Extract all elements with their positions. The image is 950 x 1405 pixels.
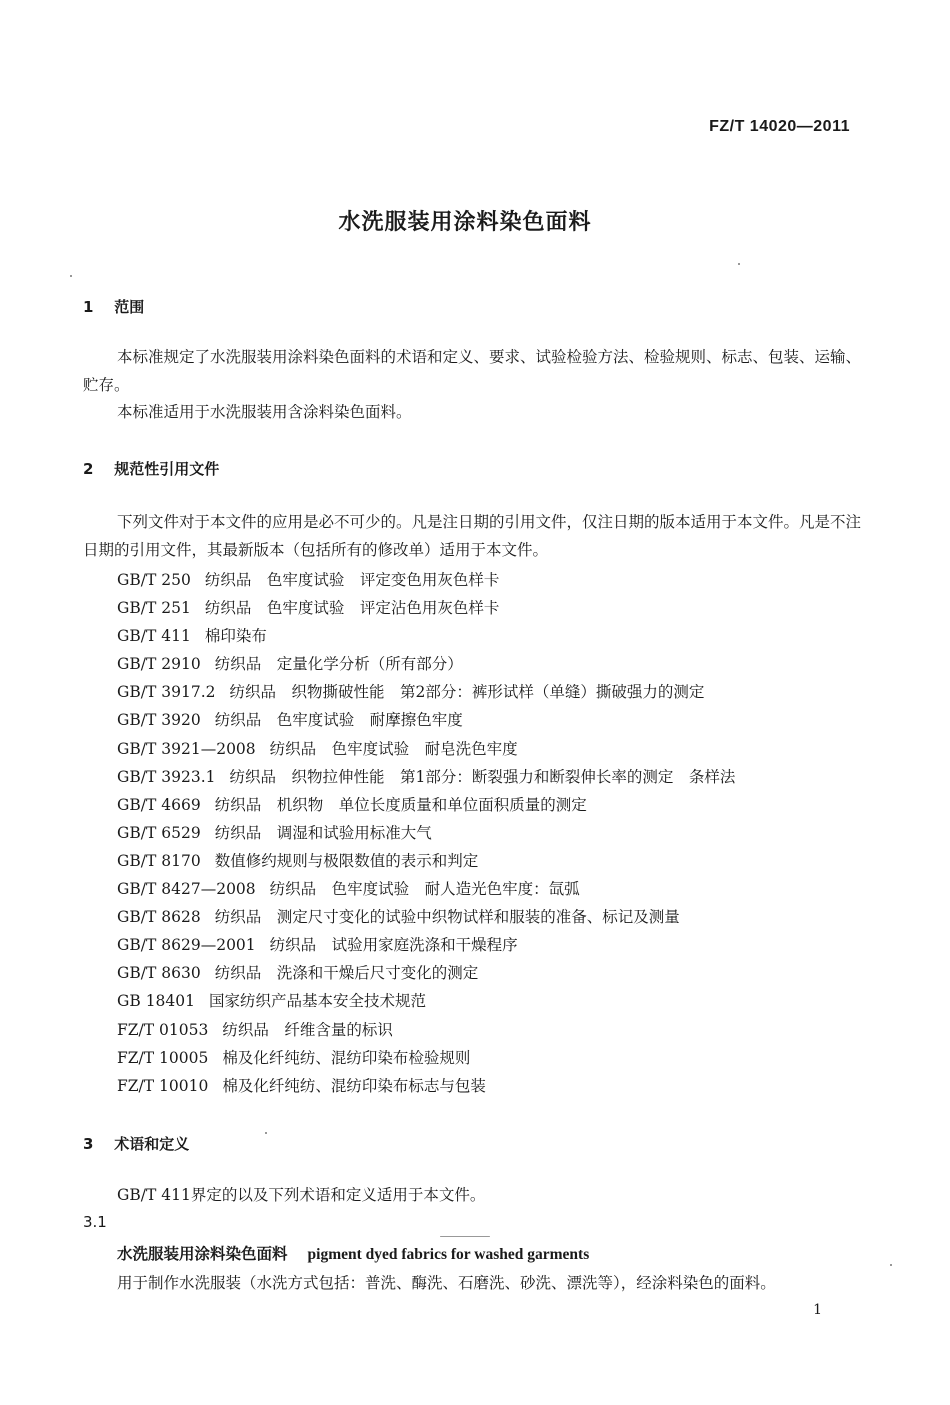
- reference-code: GB/T 6529: [117, 823, 201, 842]
- reference-code: GB/T 411: [117, 627, 191, 646]
- reference-code: GB/T 3920: [117, 711, 201, 730]
- document-title: 水洗服装用涂料染色面料: [338, 210, 592, 235]
- term-definition: 用于制作水洗服装（水洗方式包括：普洗、酶洗、石磨洗、砂洗、漂洗等），经涂料染色的面料。: [117, 1274, 776, 1292]
- reference-item: [117, 959, 735, 987]
- reference-name: 国家纺织产品基本安全技术规范: [209, 992, 427, 1011]
- scan-speck: [440, 1236, 490, 1237]
- reference-name: 纺织品 测定尺寸变化的试验中织物试样和服装的准备、标记及测量: [214, 908, 680, 927]
- reference-name: 纺织品 定量化学分析（所有部分）: [214, 655, 463, 674]
- clause-number: 3.1: [83, 1213, 107, 1231]
- reference-code: GB/T 2910: [117, 655, 201, 674]
- reference-code: GB/T 8170: [117, 851, 201, 870]
- reference-code: GB/T 8628: [117, 908, 201, 927]
- reference-item: [117, 903, 735, 931]
- reference-name: 纺织品 色牢度试验 耐人造光色牢度：氙弧: [269, 880, 580, 899]
- reference-code: GB/T 3921—2008: [117, 739, 256, 758]
- scan-speck: [265, 1132, 267, 1134]
- references-intro: 下列文件对于本文件的应用是必不可少的。凡是注日期的引用文件，仅注日期的版本适用于本文件。凡是不注日期的引用文件，其最新版本（包括所有的修改单）适用于本文件。: [83, 513, 862, 559]
- reference-item: [117, 706, 735, 734]
- section-title: 术语和定义: [114, 1135, 190, 1153]
- reference-name: 棉印染布: [204, 627, 267, 646]
- reference-item: [117, 566, 735, 594]
- reference-code: GB/T 3917.2: [117, 683, 216, 702]
- reference-code: GB/T 3923.1: [117, 767, 216, 786]
- reference-name: 棉及化纤纯纺、混纺印染布检验规则: [222, 1048, 471, 1067]
- reference-list: [117, 566, 735, 1100]
- reference-code: GB/T 8630: [117, 964, 201, 983]
- reference-item: [117, 763, 735, 791]
- section-number: 1: [83, 298, 94, 316]
- section-number: 2: [83, 460, 94, 478]
- reference-name: 棉及化纤纯纺、混纺印染布标志与包装: [222, 1076, 486, 1095]
- reference-name: 纺织品 织物拉伸性能 第1部分：断裂强力和断裂伸长率的测定 条样法: [229, 767, 736, 786]
- reference-name: 纺织品 试验用家庭洗涤和干燥程序: [269, 936, 518, 955]
- term-english: pigment dyed fabrics for washed garments: [307, 1246, 590, 1263]
- term-chinese: 水洗服装用涂料染色面料: [117, 1244, 288, 1263]
- reference-name: 纺织品 色牢度试验 评定沾色用灰色样卡: [204, 599, 500, 618]
- reference-code: FZ/T 10005: [117, 1048, 209, 1067]
- reference-name: 纺织品 调湿和试验用标准大气: [214, 823, 432, 842]
- scan-speck: [738, 263, 740, 265]
- scan-speck: [890, 1264, 892, 1266]
- reference-item: [117, 1072, 735, 1100]
- section-title: 规范性引用文件: [114, 460, 220, 478]
- reference-code: GB/T 4669: [117, 795, 201, 814]
- document-code: FZ/T 14020—2011: [709, 118, 850, 135]
- reference-code: GB/T 251: [117, 599, 191, 618]
- reference-name: 纺织品 色牢度试验 耐皂洗色牢度: [269, 739, 518, 758]
- reference-name: 纺织品 机织物 单位长度质量和单位面积质量的测定: [214, 795, 587, 814]
- reference-item: [117, 791, 735, 819]
- reference-item: [117, 594, 735, 622]
- reference-item: [117, 1044, 735, 1072]
- scope-applicability: 本标准适用于水洗服装用含涂料染色面料。: [117, 403, 412, 421]
- reference-item: [117, 678, 735, 706]
- reference-item: [117, 819, 735, 847]
- reference-name: 纺织品 洗涤和干燥后尺寸变化的测定: [214, 964, 479, 983]
- reference-item: [117, 987, 735, 1015]
- reference-code: FZ/T 10010: [117, 1076, 209, 1095]
- reference-item: [117, 650, 735, 678]
- reference-code: GB/T 8629—2001: [117, 936, 256, 955]
- scope-paragraph: 本标准规定了水洗服装用涂料染色面料的术语和定义、要求、试验检验方法、检验规则、标志、包装、运输、贮存。: [83, 348, 862, 394]
- reference-code: FZ/T 01053: [117, 1020, 209, 1039]
- reference-code: GB 18401: [117, 992, 196, 1011]
- reference-name: 数值修约规则与极限数值的表示和判定: [214, 851, 479, 870]
- page-number: 1: [813, 1302, 822, 1318]
- reference-name: 纺织品 织物撕破性能 第2部分：裤形试样（单缝）撕破强力的测定: [229, 683, 705, 702]
- reference-name: 纺织品 色牢度试验 耐摩擦色牢度: [214, 711, 463, 730]
- reference-item: [117, 622, 735, 650]
- reference-code: GB/T 250: [117, 571, 191, 589]
- section-2-heading: [83, 458, 219, 479]
- reference-item: [117, 875, 735, 903]
- reference-item: [117, 1016, 735, 1044]
- section-3-heading: [83, 1133, 189, 1154]
- reference-name: 纺织品 纤维含量的标识: [222, 1020, 393, 1039]
- term-entry: [117, 1242, 589, 1264]
- terms-intro: GB/T 411界定的以及下列术语和定义适用于本文件。: [117, 1186, 486, 1204]
- reference-item: [117, 735, 735, 763]
- reference-item: [117, 847, 735, 875]
- section-number: 3: [83, 1135, 94, 1153]
- reference-name: 纺织品 色牢度试验 评定变色用灰色样卡: [204, 571, 500, 589]
- reference-code: GB/T 8427—2008: [117, 880, 256, 899]
- section-title: 范围: [114, 298, 145, 316]
- scan-speck: [70, 275, 72, 277]
- reference-item: [117, 931, 735, 959]
- section-1-heading: [83, 296, 144, 317]
